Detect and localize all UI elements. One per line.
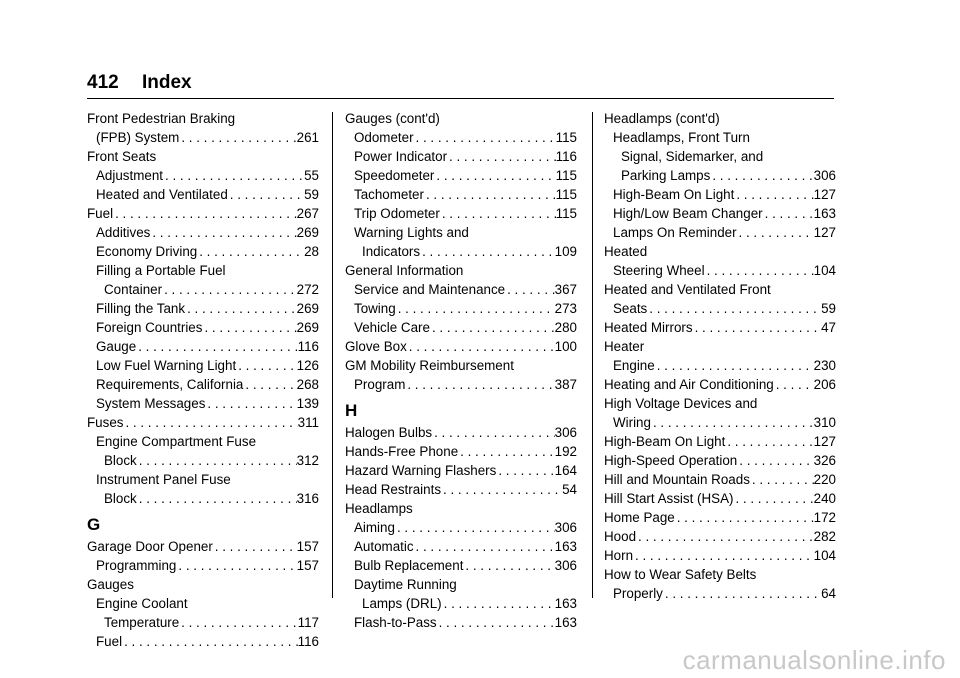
index-entry bbox=[87, 632, 319, 651]
entry-page-number: 269 bbox=[296, 225, 319, 240]
entry-page-number: 115 bbox=[555, 168, 577, 183]
entry-text: Container bbox=[104, 282, 163, 297]
entry-text: System Messages bbox=[96, 396, 206, 411]
entry-text: Horn bbox=[604, 548, 634, 563]
index-entry bbox=[345, 242, 577, 261]
dot-leader bbox=[505, 280, 555, 299]
entry-text: High-Beam On Light bbox=[604, 434, 726, 449]
index-entry bbox=[87, 299, 319, 318]
entry-text: Engine bbox=[613, 358, 655, 373]
entry-text: Block bbox=[104, 453, 137, 468]
index-entry bbox=[87, 537, 319, 556]
entry-page-number: 367 bbox=[554, 282, 577, 297]
index-entry-group bbox=[345, 575, 577, 594]
index-entry bbox=[604, 527, 836, 546]
index-entry bbox=[604, 185, 836, 204]
page-number: 412 bbox=[87, 72, 119, 93]
page-header bbox=[87, 72, 192, 94]
dot-leader bbox=[496, 461, 554, 480]
index-entry bbox=[87, 394, 319, 413]
entry-text: Hood bbox=[604, 529, 637, 544]
entry-text: Head Restraints bbox=[345, 482, 442, 497]
entry-text: High-Beam On Light bbox=[613, 187, 735, 202]
dot-leader bbox=[123, 413, 297, 432]
entry-text: Gauges (cont'd) bbox=[345, 111, 440, 126]
index-column-3 bbox=[604, 109, 836, 603]
entry-text: Tachometer bbox=[354, 187, 424, 202]
entry-page-number: 273 bbox=[554, 301, 577, 316]
entry-text: Gauges bbox=[87, 577, 134, 592]
index-entry bbox=[345, 442, 577, 461]
entry-text: Daytime Running bbox=[354, 577, 457, 592]
index-entry bbox=[604, 489, 836, 508]
dot-leader bbox=[763, 204, 814, 223]
entry-page-number: 47 bbox=[821, 320, 836, 335]
entry-text: Odometer bbox=[354, 130, 414, 145]
index-entry bbox=[604, 508, 836, 527]
index-letter-heading: H bbox=[345, 401, 358, 420]
entry-text: Economy Driving bbox=[96, 244, 198, 259]
entry-text: Fuel bbox=[87, 206, 114, 221]
entry-text: Garage Door Opener bbox=[87, 539, 213, 554]
entry-page-number: 139 bbox=[296, 396, 319, 411]
dot-leader bbox=[647, 299, 821, 318]
entry-page-number: 163 bbox=[554, 615, 577, 630]
index-entry bbox=[604, 204, 836, 223]
entry-text: Automatic bbox=[354, 539, 414, 554]
index-entry-group bbox=[345, 109, 577, 128]
entry-page-number: 28 bbox=[304, 244, 319, 259]
dot-leader bbox=[407, 337, 555, 356]
dot-leader bbox=[430, 318, 555, 337]
index-entry-group bbox=[604, 128, 836, 147]
index-entry bbox=[345, 613, 577, 632]
index-entry-group bbox=[87, 470, 319, 489]
dot-leader bbox=[137, 489, 297, 508]
entry-text: Trip Odometer bbox=[354, 206, 440, 221]
entry-text: Warning Lights and bbox=[354, 225, 469, 240]
dot-leader bbox=[725, 432, 813, 451]
entry-text: Fuses bbox=[87, 415, 124, 430]
dot-leader bbox=[651, 413, 814, 432]
entry-page-number: 117 bbox=[297, 615, 319, 630]
entry-page-number: 269 bbox=[296, 320, 319, 335]
entry-text: Additives bbox=[96, 225, 151, 240]
entry-page-number: 116 bbox=[555, 149, 577, 164]
entry-text: Indicators bbox=[362, 244, 421, 259]
entry-page-number: 127 bbox=[813, 225, 836, 240]
entry-page-number: 164 bbox=[554, 463, 577, 478]
entry-text: High Voltage Devices and bbox=[604, 396, 758, 411]
index-entry bbox=[604, 432, 836, 451]
entry-page-number: 64 bbox=[821, 586, 836, 601]
dot-leader bbox=[396, 299, 555, 318]
entry-page-number: 104 bbox=[813, 263, 836, 278]
dot-leader bbox=[197, 242, 304, 261]
dot-leader bbox=[675, 508, 814, 527]
dot-leader bbox=[442, 594, 555, 613]
entry-text: GM Mobility Reimbursement bbox=[345, 358, 514, 373]
entry-text: High/Low Beam Changer bbox=[613, 206, 763, 221]
entry-page-number: 282 bbox=[813, 529, 836, 544]
index-entry bbox=[87, 413, 319, 432]
index-letter-heading: G bbox=[87, 515, 101, 534]
index-entry bbox=[87, 185, 319, 204]
entry-text: How to Wear Safety Belts bbox=[604, 567, 757, 582]
entry-text: Headlamps (cont'd) bbox=[604, 111, 720, 126]
index-entry bbox=[345, 423, 577, 442]
entry-text: Towing bbox=[354, 301, 396, 316]
dot-leader bbox=[137, 451, 297, 470]
index-entry bbox=[604, 356, 836, 375]
entry-page-number: 280 bbox=[554, 320, 577, 335]
entry-text: Lamps On Reminder bbox=[613, 225, 737, 240]
dot-leader bbox=[136, 337, 297, 356]
entry-text: Front Seats bbox=[87, 149, 157, 164]
index-entry-group bbox=[345, 499, 577, 518]
entry-text: Speedometer bbox=[354, 168, 435, 183]
dot-leader bbox=[122, 632, 298, 651]
index-entry bbox=[604, 584, 836, 603]
entry-text: Filling the Tank bbox=[96, 301, 186, 316]
entry-text: Hands-Free Phone bbox=[345, 444, 459, 459]
entry-page-number: 311 bbox=[297, 415, 319, 430]
dot-leader bbox=[447, 147, 556, 166]
entry-text: Glove Box bbox=[345, 339, 407, 354]
entry-text: High-Speed Operation bbox=[604, 453, 738, 468]
index-entry bbox=[345, 318, 577, 337]
entry-text: Signal, Sidemarker, and bbox=[621, 149, 764, 164]
index-entry bbox=[345, 461, 577, 480]
dot-leader bbox=[185, 299, 297, 318]
header-rule bbox=[87, 98, 834, 99]
dot-leader bbox=[205, 394, 296, 413]
index-entry bbox=[604, 223, 836, 242]
entry-page-number: 387 bbox=[554, 377, 577, 392]
index-entry bbox=[345, 537, 577, 556]
entry-page-number: 116 bbox=[297, 339, 319, 354]
entry-text: Bulb Replacement bbox=[354, 558, 464, 573]
index-entry bbox=[87, 204, 319, 223]
entry-page-number: 109 bbox=[554, 244, 577, 259]
entry-text: General Information bbox=[345, 263, 464, 278]
dot-leader bbox=[163, 166, 304, 185]
index-entry-group bbox=[345, 356, 577, 375]
entry-page-number: 157 bbox=[296, 558, 319, 573]
index-entry bbox=[345, 480, 577, 499]
index-entry-group bbox=[345, 223, 577, 242]
index-entry bbox=[345, 185, 577, 204]
entry-text: Heated bbox=[604, 244, 648, 259]
entry-page-number: 157 bbox=[296, 539, 319, 554]
entry-page-number: 306 bbox=[554, 520, 577, 535]
entry-text: Steering Wheel bbox=[613, 263, 705, 278]
entry-text: Requirements, California bbox=[96, 377, 244, 392]
index-entry-group bbox=[604, 337, 836, 356]
dot-leader bbox=[437, 613, 555, 632]
index-column-2 bbox=[345, 109, 577, 632]
entry-text: Hill Start Assist (HSA) bbox=[604, 491, 734, 506]
dot-leader bbox=[463, 556, 554, 575]
dot-leader bbox=[705, 261, 814, 280]
index-entry bbox=[87, 451, 319, 470]
index-entry-group bbox=[87, 575, 319, 594]
index-entry bbox=[87, 613, 319, 632]
dot-leader bbox=[440, 204, 556, 223]
index-entry-group bbox=[604, 242, 836, 261]
index-entry bbox=[604, 318, 836, 337]
index-entry bbox=[345, 594, 577, 613]
entry-text: Temperature bbox=[104, 615, 180, 630]
entry-page-number: 269 bbox=[296, 301, 319, 316]
entry-page-number: 100 bbox=[554, 339, 577, 354]
entry-text: Heated Mirrors bbox=[604, 320, 693, 335]
index-entry bbox=[345, 299, 577, 318]
dot-leader bbox=[693, 318, 822, 337]
entry-page-number: 104 bbox=[813, 548, 836, 563]
entry-page-number: 230 bbox=[813, 358, 836, 373]
column-divider-2 bbox=[592, 112, 593, 598]
entry-page-number: 127 bbox=[813, 434, 836, 449]
entry-text: (FPB) System bbox=[96, 130, 180, 145]
entry-text: Heater bbox=[604, 339, 645, 354]
dot-leader bbox=[734, 185, 813, 204]
dot-leader bbox=[710, 166, 813, 185]
index-entry bbox=[87, 166, 319, 185]
dot-leader bbox=[243, 375, 296, 394]
entry-text: Low Fuel Warning Light bbox=[96, 358, 237, 373]
column-divider-1 bbox=[332, 112, 333, 598]
dot-leader bbox=[179, 613, 297, 632]
entry-text: Power Indicator bbox=[354, 149, 448, 164]
entry-page-number: 268 bbox=[296, 377, 319, 392]
dot-leader bbox=[236, 356, 296, 375]
entry-page-number: 192 bbox=[554, 444, 577, 459]
entry-page-number: 163 bbox=[554, 596, 577, 611]
dot-leader bbox=[395, 518, 555, 537]
dot-leader bbox=[655, 356, 814, 375]
dot-leader bbox=[228, 185, 304, 204]
index-entry bbox=[345, 375, 577, 394]
index-entry-group bbox=[604, 147, 836, 166]
index-column-1 bbox=[87, 109, 319, 651]
entry-text: Headlamps bbox=[345, 501, 413, 516]
dot-leader bbox=[737, 451, 813, 470]
entry-page-number: 306 bbox=[813, 168, 836, 183]
dot-leader bbox=[432, 423, 555, 442]
index-entry bbox=[87, 375, 319, 394]
index-entry bbox=[604, 375, 836, 394]
entry-page-number: 310 bbox=[813, 415, 836, 430]
index-entry bbox=[87, 223, 319, 242]
index-entry-group bbox=[345, 261, 577, 280]
entry-page-number: 59 bbox=[304, 187, 319, 202]
entry-page-number: 240 bbox=[813, 491, 836, 506]
entry-page-number: 115 bbox=[555, 187, 577, 202]
index-entry bbox=[604, 299, 836, 318]
entry-text: Headlamps, Front Turn bbox=[613, 130, 750, 145]
dot-leader bbox=[750, 470, 814, 489]
entry-page-number: 115 bbox=[555, 206, 577, 221]
dot-leader bbox=[458, 442, 555, 461]
entry-text: Engine Coolant bbox=[96, 596, 188, 611]
entry-text: Heating and Air Conditioning bbox=[604, 377, 774, 392]
entry-page-number: 115 bbox=[555, 130, 577, 145]
index-entry-group bbox=[87, 261, 319, 280]
entry-page-number: 326 bbox=[813, 453, 836, 468]
index-entry-group bbox=[604, 394, 836, 413]
entry-text: Foreign Countries bbox=[96, 320, 203, 335]
entry-text: Gauge bbox=[96, 339, 137, 354]
dot-leader bbox=[213, 537, 297, 556]
index-entry-group bbox=[604, 280, 836, 299]
dot-leader bbox=[150, 223, 296, 242]
entry-page-number: 220 bbox=[813, 472, 836, 487]
dot-leader bbox=[441, 480, 562, 499]
dot-leader bbox=[733, 489, 813, 508]
entry-text: Instrument Panel Fuse bbox=[96, 472, 231, 487]
entry-text: Seats bbox=[613, 301, 648, 316]
entry-text: Engine Compartment Fuse bbox=[96, 434, 257, 449]
entry-page-number: 312 bbox=[296, 453, 319, 468]
index-entry bbox=[87, 280, 319, 299]
index-entry bbox=[604, 470, 836, 489]
dot-leader bbox=[737, 223, 814, 242]
entry-page-number: 316 bbox=[296, 491, 319, 506]
entry-text: Service and Maintenance bbox=[354, 282, 506, 297]
index-entry bbox=[87, 337, 319, 356]
dot-leader bbox=[414, 537, 555, 556]
entry-page-number: 116 bbox=[297, 634, 319, 649]
entry-page-number: 306 bbox=[554, 558, 577, 573]
index-entry bbox=[87, 318, 319, 337]
entry-page-number: 126 bbox=[296, 358, 319, 373]
index-entry bbox=[604, 261, 836, 280]
dot-leader bbox=[434, 166, 555, 185]
entry-page-number: 306 bbox=[554, 425, 577, 440]
entry-text: Front Pedestrian Braking bbox=[87, 111, 236, 126]
index-entry bbox=[345, 128, 577, 147]
entry-text: Adjustment bbox=[96, 168, 163, 183]
entry-text: Block bbox=[104, 491, 137, 506]
entry-page-number: 272 bbox=[296, 282, 319, 297]
dot-leader bbox=[420, 242, 555, 261]
index-entry bbox=[604, 546, 836, 565]
watermark: carmanualsonline.info bbox=[682, 645, 946, 675]
dot-leader bbox=[162, 280, 297, 299]
dot-leader bbox=[774, 375, 814, 394]
entry-text: Properly bbox=[613, 586, 663, 601]
entry-page-number: 172 bbox=[813, 510, 836, 525]
index-entry bbox=[604, 413, 836, 432]
dot-leader bbox=[179, 128, 296, 147]
dot-leader bbox=[663, 584, 821, 603]
index-entry bbox=[345, 556, 577, 575]
entry-text: Hazard Warning Flashers bbox=[345, 463, 497, 478]
index-entry bbox=[604, 451, 836, 470]
index-entry bbox=[87, 556, 319, 575]
entry-page-number: 54 bbox=[562, 482, 577, 497]
entry-text: Aiming bbox=[354, 520, 395, 535]
dot-leader bbox=[202, 318, 296, 337]
index-entry bbox=[87, 242, 319, 261]
dot-leader bbox=[424, 185, 556, 204]
entry-text: Programming bbox=[96, 558, 177, 573]
entry-text: Wiring bbox=[613, 415, 651, 430]
index-entry bbox=[604, 166, 836, 185]
dot-leader bbox=[176, 556, 296, 575]
index-entry-group bbox=[87, 432, 319, 451]
index-entry bbox=[87, 356, 319, 375]
index-entry bbox=[345, 147, 577, 166]
index-entry bbox=[87, 489, 319, 508]
entry-text: Heated and Ventilated Front bbox=[604, 282, 771, 297]
entry-text: Flash-to-Pass bbox=[354, 615, 437, 630]
entry-page-number: 206 bbox=[813, 377, 836, 392]
entry-page-number: 163 bbox=[554, 539, 577, 554]
entry-page-number: 261 bbox=[296, 130, 319, 145]
dot-leader bbox=[636, 527, 814, 546]
index-entry-group bbox=[604, 565, 836, 584]
dot-leader bbox=[405, 375, 554, 394]
entry-text: Program bbox=[354, 377, 406, 392]
index-entry bbox=[345, 518, 577, 537]
entry-text: Home Page bbox=[604, 510, 675, 525]
index-entry bbox=[345, 166, 577, 185]
index-entry-group bbox=[604, 109, 836, 128]
dot-leader bbox=[633, 546, 814, 565]
entry-text: Fuel bbox=[96, 634, 123, 649]
entry-text: Vehicle Care bbox=[354, 320, 430, 335]
entry-text: Parking Lamps bbox=[621, 168, 711, 183]
index-entry-group bbox=[87, 147, 319, 166]
index-entry bbox=[345, 280, 577, 299]
entry-text: Heated and Ventilated bbox=[96, 187, 228, 202]
index-entry-group bbox=[87, 594, 319, 613]
entry-text: Lamps (DRL) bbox=[362, 596, 442, 611]
page-title: Index bbox=[141, 72, 192, 93]
dot-leader bbox=[113, 204, 297, 223]
index-entry bbox=[345, 337, 577, 356]
dot-leader bbox=[414, 128, 556, 147]
entry-text: Filling a Portable Fuel bbox=[96, 263, 226, 278]
entry-page-number: 55 bbox=[304, 168, 319, 183]
index-entry bbox=[87, 128, 319, 147]
index-entry-group bbox=[87, 109, 319, 128]
entry-text: Halogen Bulbs bbox=[345, 425, 433, 440]
entry-text: Hill and Mountain Roads bbox=[604, 472, 750, 487]
entry-page-number: 59 bbox=[821, 301, 836, 316]
entry-page-number: 267 bbox=[296, 206, 319, 221]
index-entry bbox=[345, 204, 577, 223]
entry-page-number: 127 bbox=[813, 187, 836, 202]
entry-page-number: 163 bbox=[813, 206, 836, 221]
